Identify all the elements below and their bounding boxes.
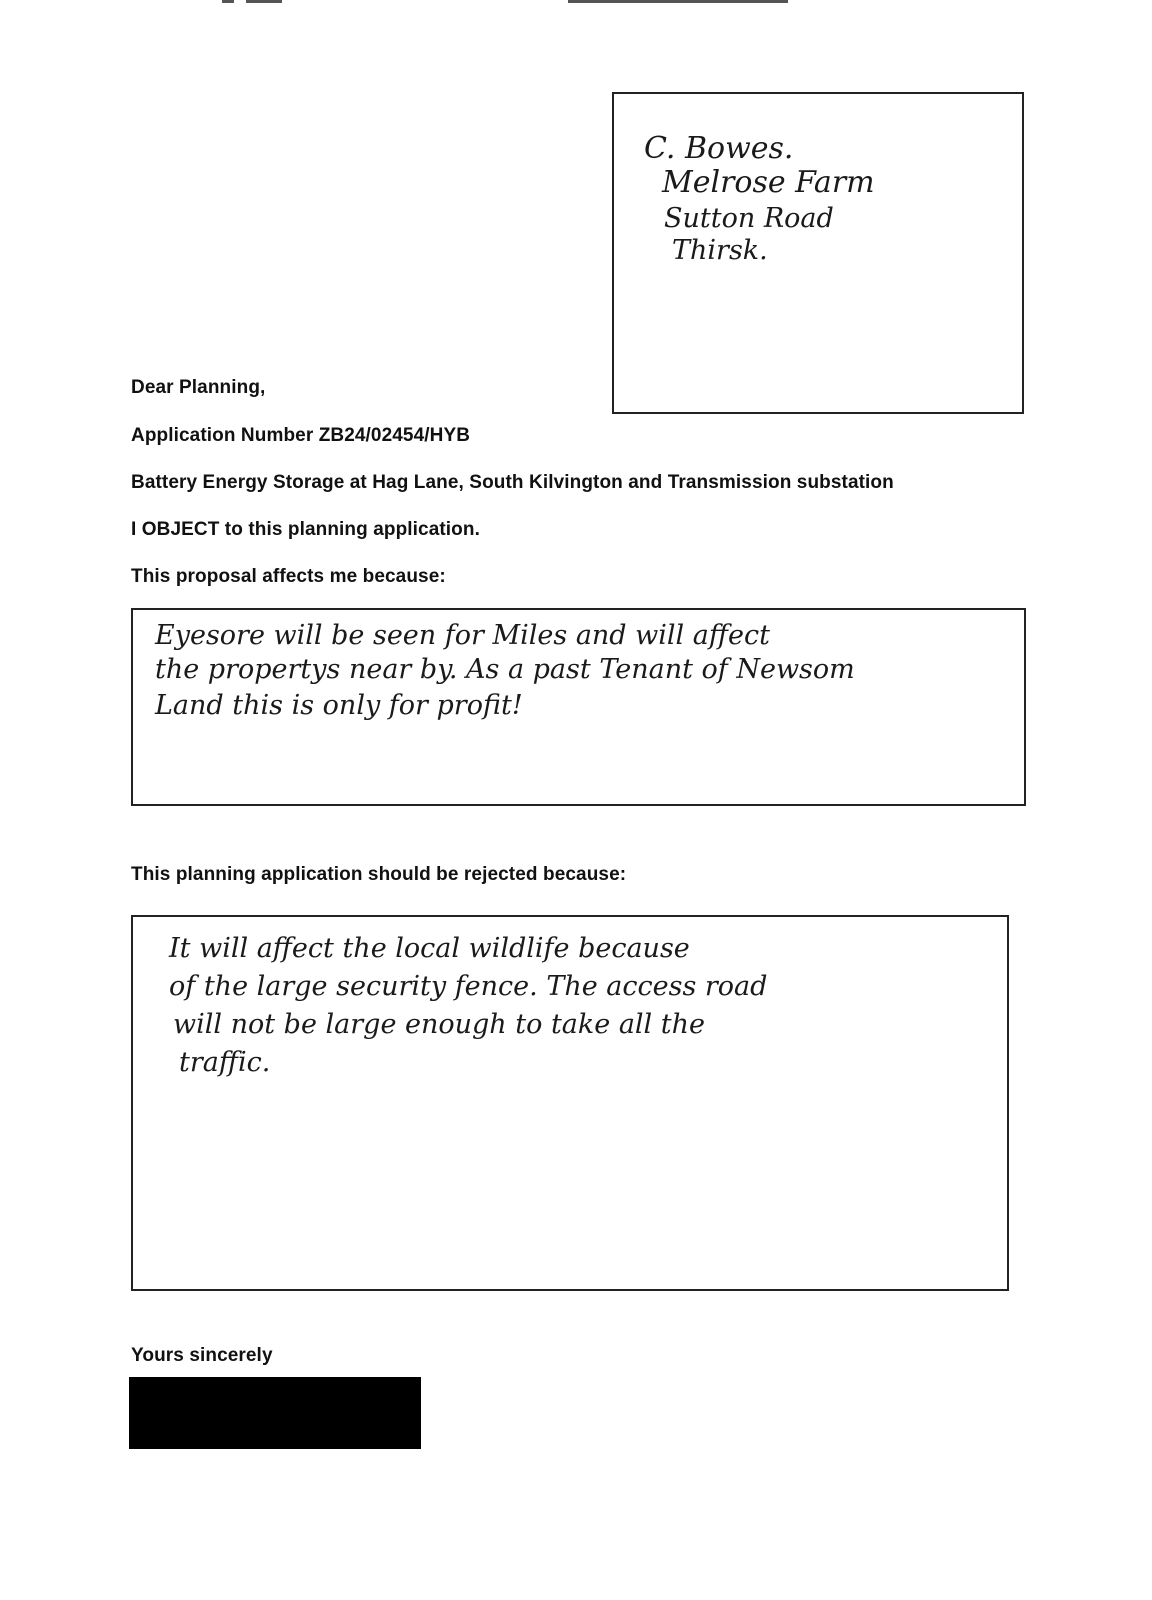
handwritten-line: Eyesore will be seen for Miles and will affect xyxy=(155,620,770,651)
subject-line: Battery Energy Storage at Hag Lane, South Kilvington and Transmission substation xyxy=(131,472,894,493)
handwritten-line: of the large security fence. The access road xyxy=(169,971,768,1002)
affects-answer-box xyxy=(131,608,1026,806)
address-line: Thirsk. xyxy=(672,235,768,266)
objection-statement: I OBJECT to this planning application. xyxy=(131,519,480,540)
scan-artifact xyxy=(222,0,234,3)
address-line: C. Bowes. xyxy=(644,131,794,166)
redacted-signature xyxy=(129,1377,421,1449)
closing: Yours sincerely xyxy=(131,1345,273,1366)
handwritten-line: It will affect the local wildlife because xyxy=(169,933,690,964)
handwritten-line: the propertys near by. As a past Tenant of Newsom xyxy=(155,654,855,685)
address-line: Melrose Farm xyxy=(662,165,875,200)
handwritten-line: will not be large enough to take all the xyxy=(173,1009,705,1040)
handwritten-line: traffic. xyxy=(179,1047,271,1078)
address-box xyxy=(612,92,1024,414)
reject-label: This planning application should be rejected because: xyxy=(131,864,627,885)
scan-artifact xyxy=(246,0,282,3)
affects-label: This proposal affects me because: xyxy=(131,566,446,587)
reject-answer-box xyxy=(131,915,1009,1291)
handwritten-line: Land this is only for profit! xyxy=(155,690,523,721)
address-line: Sutton Road xyxy=(664,203,834,234)
salutation: Dear Planning, xyxy=(131,377,266,398)
scan-artifact xyxy=(568,0,788,3)
application-number: Application Number ZB24/02454/HYB xyxy=(131,425,471,446)
